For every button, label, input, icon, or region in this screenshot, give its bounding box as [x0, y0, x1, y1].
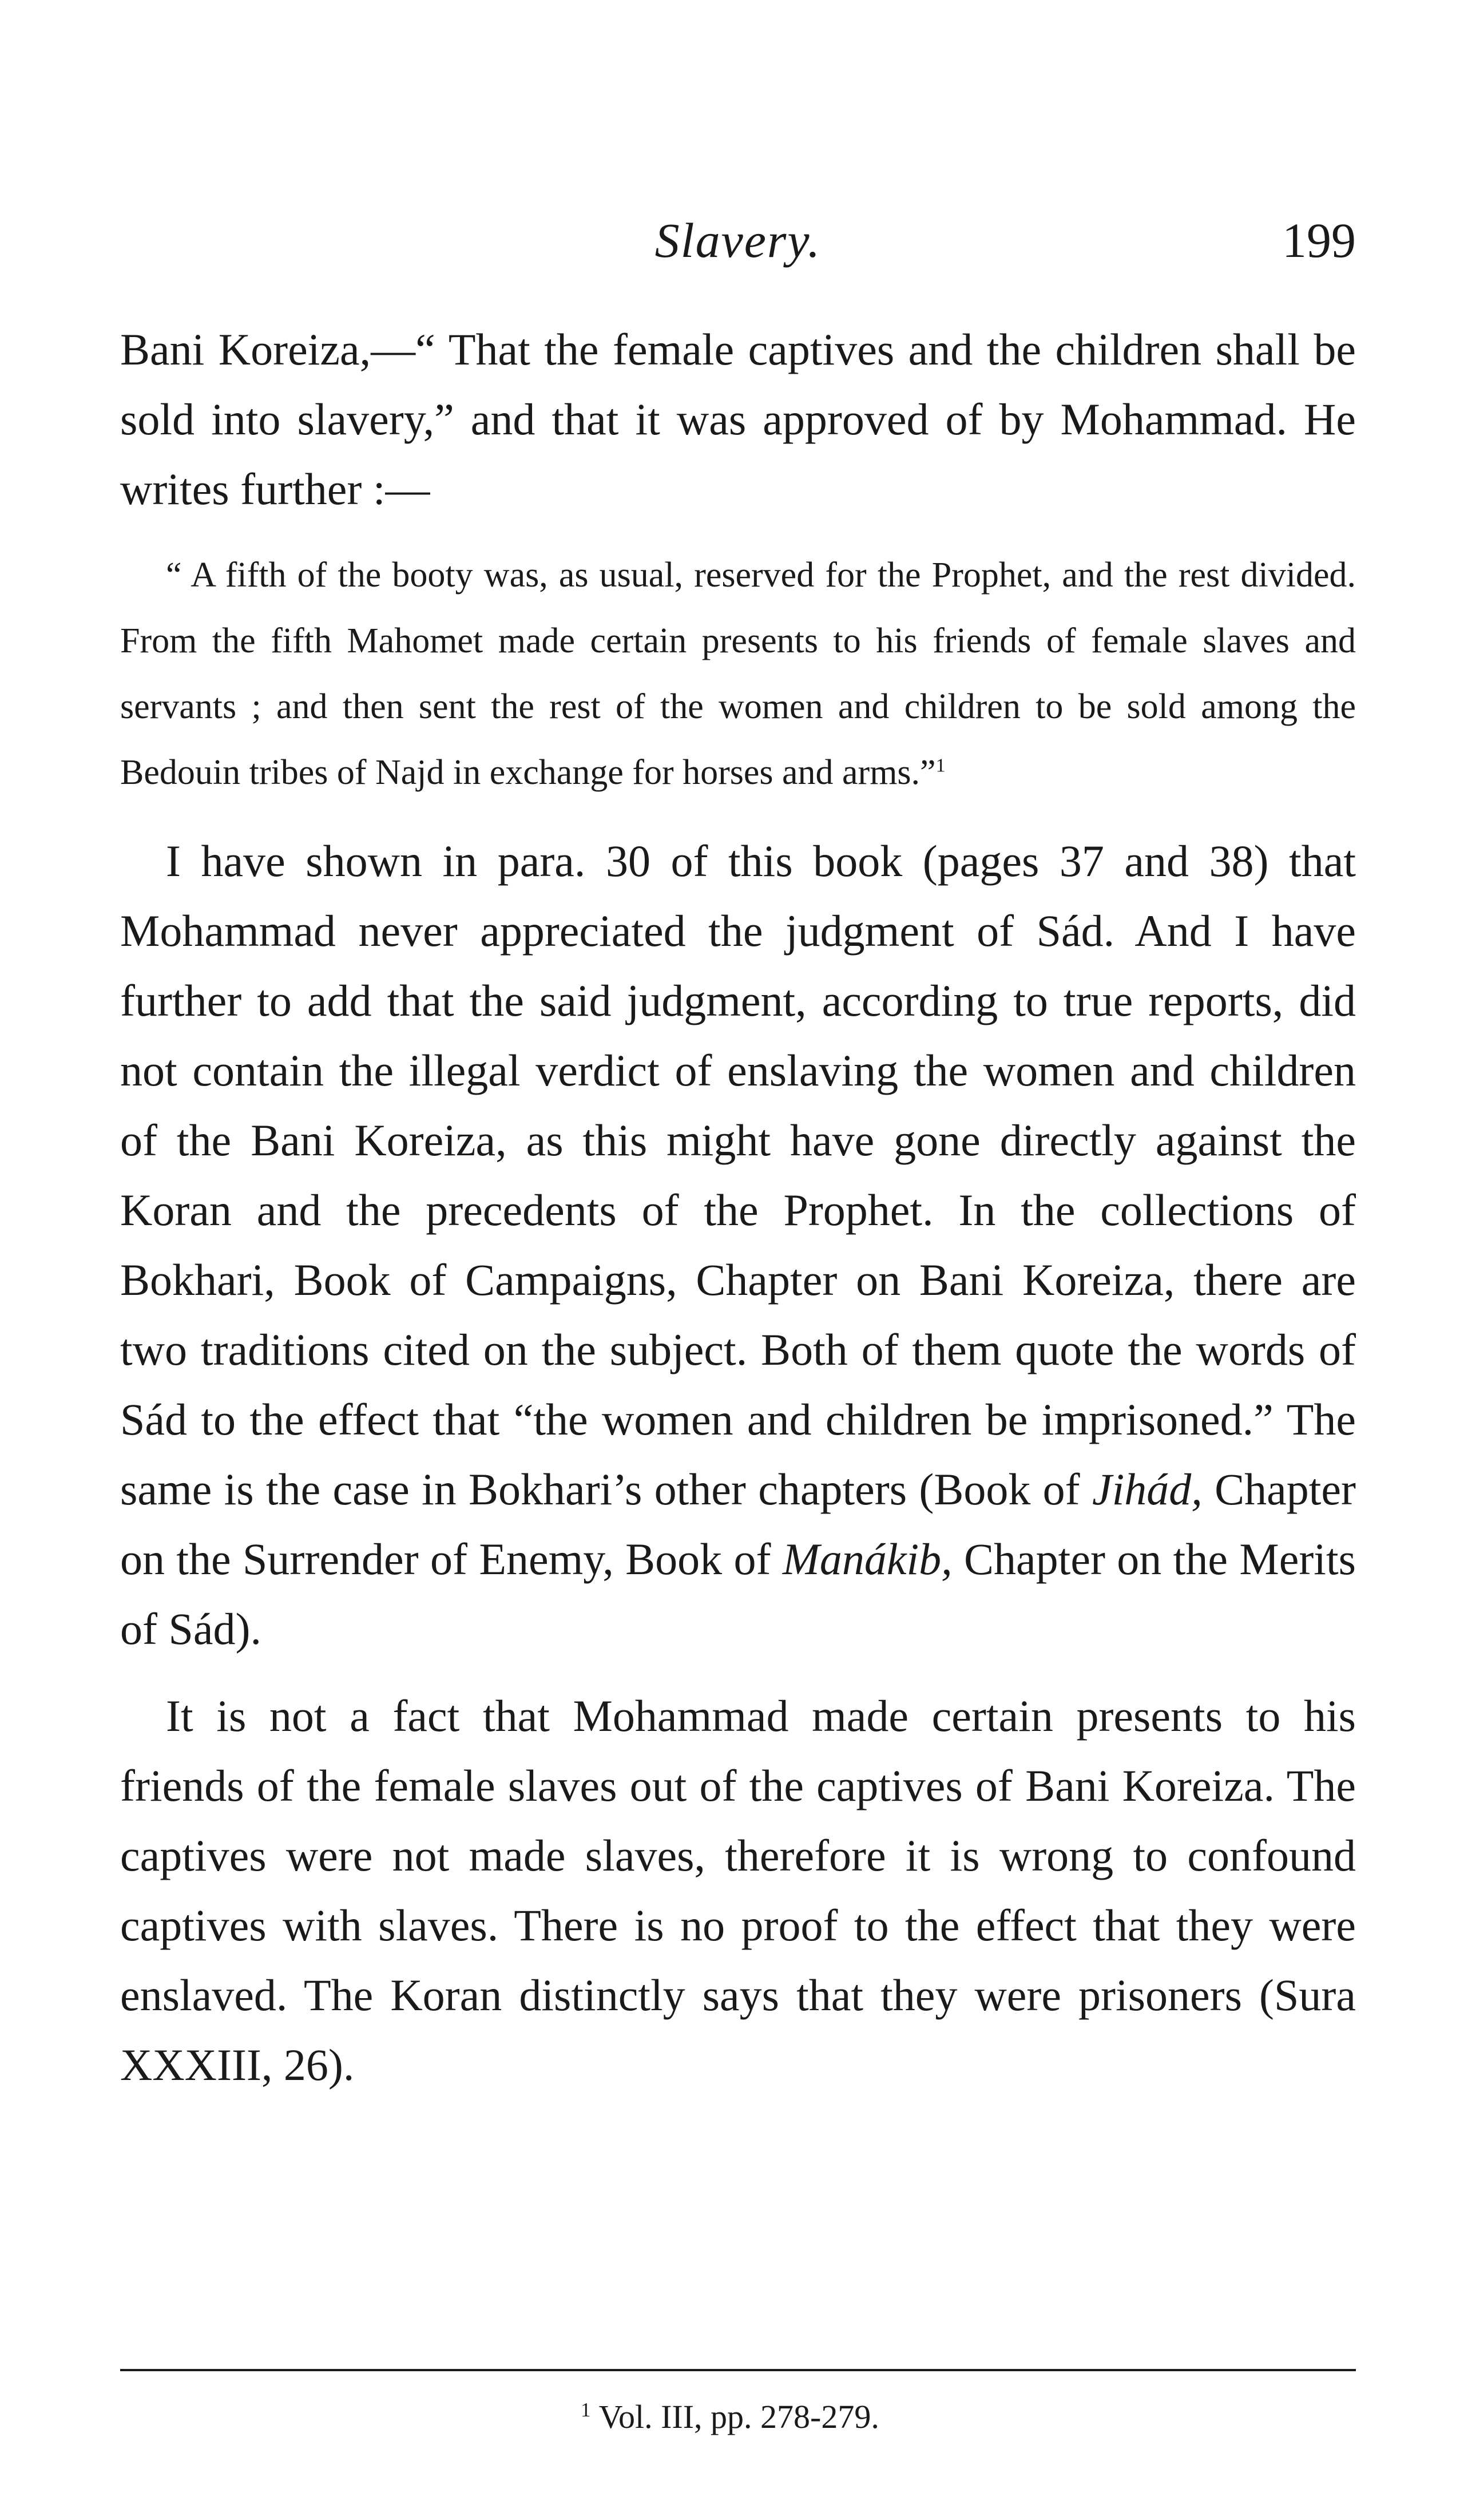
book-title-jihad: Jihád,: [1092, 1464, 1203, 1514]
footnote-reference: 1: [935, 755, 946, 776]
running-title: Slavery.: [654, 213, 822, 268]
paragraph-judgment-of-sad: [120, 826, 1356, 1664]
footnote: [0, 2398, 1460, 2436]
footnote-text: Vol. III, pp. 278-279.: [598, 2398, 879, 2435]
paragraph-text-3: Chapter on the Merits of Sád).: [120, 1534, 1356, 1654]
paragraph-captives: It is not a fact that Mohammad made certain presents to his friends of the female slaves out of the captives of Bani Koreiza. The captives were not made slaves, therefore it is wrong to confound captives with slaves. There is no proof to the effect that they were enslaved. The Koran distinctly says that they were prisoners (Sura XXXIII, 26).: [120, 1691, 1356, 2090]
paragraph-gap: [120, 1664, 1356, 1681]
quote-text: “ A fifth of the booty was, as usual, reserved for the Prophet, and the rest divided. From the fifth Mahomet made certain presents to his friends of female slaves and servants ; and then sent the rest of the women and children to be sold among the Bedouin tribes of Najd in exchange for horses and arms.”: [120, 556, 1356, 792]
paragraph-text-1: I have shown in para. 30 of this book (pages 37 and 38) that Mohammad never appreciated the judgment of Sád. And I have further to add that the said judgment, according to true reports, did not contain the illegal verdict of enslaving the women and children of the Bani Koreiza, as this might have gone directly against the Koran and the precedents of the Prophet. In the collections of Bokhari, Book of Campaigns, Chapter on Bani Koreiza, there are two traditions cited on the subject. Both of them quote the words of Sád to the effect that “the women and children be imprisoned.” The same is the case in Bokhari’s other chapters (Book of: [120, 836, 1356, 1514]
footnote-marker: 1: [581, 2398, 591, 2421]
paragraph-continued: Bani Koreiza,—“ That the female captives and the children shall be sold into slavery,” and that it was approved of by Mohammad. He writes further :—: [120, 324, 1356, 514]
page-number: 199: [1282, 213, 1356, 268]
footnote-divider: [120, 2369, 1356, 2371]
page-header: [120, 212, 1356, 275]
book-title-manakib: Manákib,: [782, 1534, 953, 1584]
paragraph-text-2: Chapter on the Surrender of Enemy, Book of: [120, 1464, 1356, 1584]
block-quote: [120, 542, 1356, 806]
main-text: [120, 315, 1356, 2100]
